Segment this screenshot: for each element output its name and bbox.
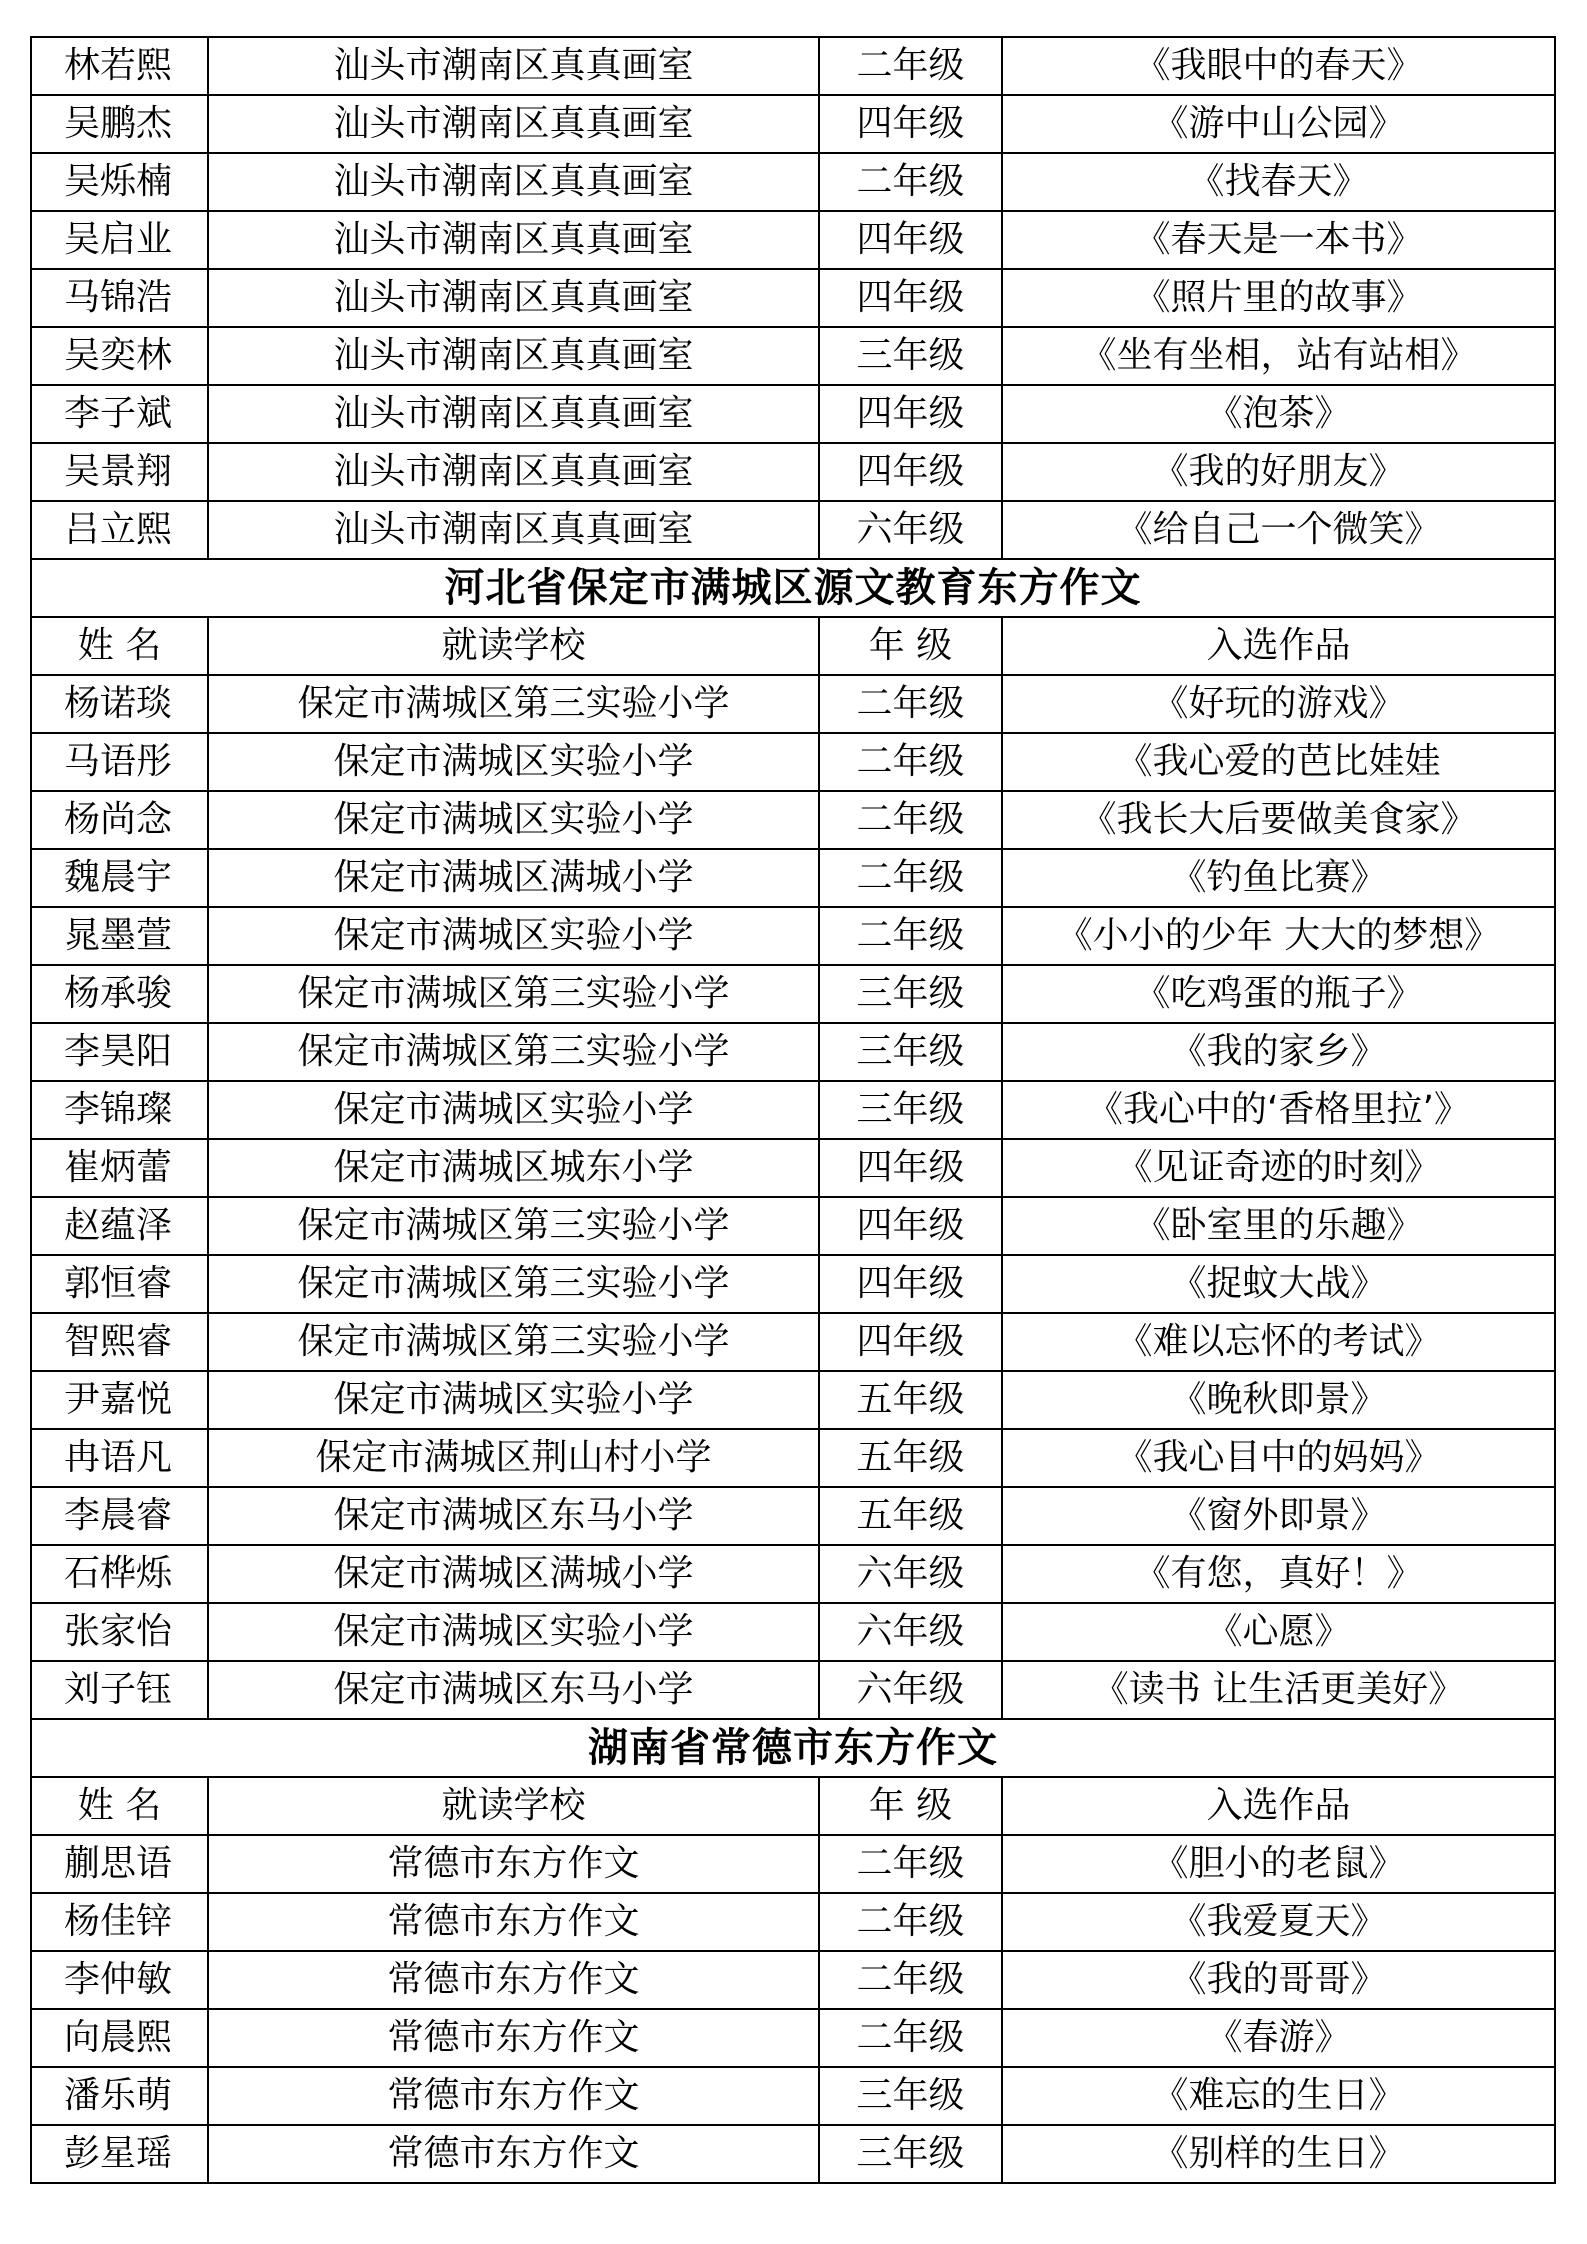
grade: 五年级 [819,1429,1002,1487]
student-name: 刘子钰 [31,1661,208,1719]
work-title: 《我心中的‘香格里拉’》 [1002,1081,1555,1139]
table-row [31,733,1555,791]
table-row [31,37,1555,95]
table-row [31,791,1555,849]
work-title: 《我的好朋友》 [1002,443,1555,501]
school-name: 保定市满城区实验小学 [208,907,819,965]
grade: 三年级 [819,327,1002,385]
column-header-school: 就读学校 [208,1777,819,1835]
work-title: 《有您，真好！》 [1002,1545,1555,1603]
student-name: 晁墨萱 [31,907,208,965]
school-name: 保定市满城区实验小学 [208,1081,819,1139]
student-name: 潘乐萌 [31,2067,208,2125]
grade: 三年级 [819,2125,1002,2183]
column-header-grade: 年 级 [819,1777,1002,1835]
school-name: 常德市东方作文 [208,2125,819,2183]
student-name: 李仲敏 [31,1951,208,2009]
table-row [31,385,1555,443]
work-title: 《卧室里的乐趣》 [1002,1197,1555,1255]
work-title: 《胆小的老鼠》 [1002,1835,1555,1893]
student-name: 李昊阳 [31,1023,208,1081]
grade: 三年级 [819,1023,1002,1081]
table-row [31,1893,1555,1951]
work-title: 《泡茶》 [1002,385,1555,443]
work-title: 《游中山公园》 [1002,95,1555,153]
table-row [31,2067,1555,2125]
table-row [31,269,1555,327]
table-row [31,1951,1555,2009]
grade: 二年级 [819,907,1002,965]
grade: 二年级 [819,37,1002,95]
grade: 五年级 [819,1487,1002,1545]
section-title-row [31,1719,1555,1777]
table-row [31,2009,1555,2067]
student-name: 李锦璨 [31,1081,208,1139]
school-name: 保定市满城区东马小学 [208,1487,819,1545]
school-name: 保定市满城区满城小学 [208,849,819,907]
grade: 三年级 [819,1081,1002,1139]
grade: 二年级 [819,1893,1002,1951]
school-name: 汕头市潮南区真真画室 [208,501,819,559]
grade: 二年级 [819,733,1002,791]
table-row [31,907,1555,965]
student-name: 马语彤 [31,733,208,791]
school-name: 汕头市潮南区真真画室 [208,211,819,269]
school-name: 保定市满城区第三实验小学 [208,1255,819,1313]
grade: 四年级 [819,95,1002,153]
work-title: 《难以忘怀的考试》 [1002,1313,1555,1371]
student-name: 智熙睿 [31,1313,208,1371]
work-title: 《找春天》 [1002,153,1555,211]
student-name: 冉语凡 [31,1429,208,1487]
grade: 四年级 [819,443,1002,501]
grade: 六年级 [819,1661,1002,1719]
school-name: 保定市满城区实验小学 [208,1371,819,1429]
school-name: 保定市满城区第三实验小学 [208,1197,819,1255]
grade: 三年级 [819,2067,1002,2125]
student-name: 赵蕴泽 [31,1197,208,1255]
school-name: 保定市满城区荆山村小学 [208,1429,819,1487]
student-name: 杨佳锌 [31,1893,208,1951]
section-title: 湖南省常德市东方作文 [31,1719,1555,1777]
award-list-table [30,36,1556,2184]
grade: 二年级 [819,153,1002,211]
table-row [31,1429,1555,1487]
student-name: 石桦烁 [31,1545,208,1603]
grade: 四年级 [819,1313,1002,1371]
work-title: 《别样的生日》 [1002,2125,1555,2183]
work-title: 《照片里的故事》 [1002,269,1555,327]
grade: 二年级 [819,1835,1002,1893]
table-row [31,1603,1555,1661]
work-title: 《小小的少年 大大的梦想》 [1002,907,1555,965]
work-title: 《我心目中的妈妈》 [1002,1429,1555,1487]
table-row [31,849,1555,907]
student-name: 吴启业 [31,211,208,269]
table-row [31,1545,1555,1603]
grade: 六年级 [819,501,1002,559]
grade: 二年级 [819,791,1002,849]
grade: 五年级 [819,1371,1002,1429]
grade: 二年级 [819,2009,1002,2067]
table-row [31,965,1555,1023]
student-name: 吴烁楠 [31,153,208,211]
work-title: 《好玩的游戏》 [1002,675,1555,733]
student-name: 李子斌 [31,385,208,443]
work-title: 《读书 让生活更美好》 [1002,1661,1555,1719]
grade: 三年级 [819,965,1002,1023]
student-name: 杨诺琰 [31,675,208,733]
grade: 四年级 [819,1255,1002,1313]
student-name: 魏晨宇 [31,849,208,907]
school-name: 保定市满城区第三实验小学 [208,1313,819,1371]
student-name: 吴鹏杰 [31,95,208,153]
table-row [31,1835,1555,1893]
grade: 六年级 [819,1545,1002,1603]
school-name: 汕头市潮南区真真画室 [208,269,819,327]
student-name: 吴景翔 [31,443,208,501]
school-name: 保定市满城区满城小学 [208,1545,819,1603]
student-name: 向晨熙 [31,2009,208,2067]
work-title: 《我的家乡》 [1002,1023,1555,1081]
table-row [31,1371,1555,1429]
school-name: 保定市满城区实验小学 [208,1603,819,1661]
student-name: 杨承骏 [31,965,208,1023]
student-name: 尹嘉悦 [31,1371,208,1429]
work-title: 《我长大后要做美食家》 [1002,791,1555,849]
work-title: 《晚秋即景》 [1002,1371,1555,1429]
student-name: 马锦浩 [31,269,208,327]
work-title: 《春天是一本书》 [1002,211,1555,269]
work-title: 《我心爱的芭比娃娃 [1002,733,1555,791]
work-title: 《窗外即景》 [1002,1487,1555,1545]
work-title: 《给自己一个微笑》 [1002,501,1555,559]
table-row [31,1197,1555,1255]
school-name: 汕头市潮南区真真画室 [208,327,819,385]
work-title: 《我眼中的春天》 [1002,37,1555,95]
grade: 二年级 [819,1951,1002,2009]
work-title: 《捉蚊大战》 [1002,1255,1555,1313]
school-name: 汕头市潮南区真真画室 [208,443,819,501]
school-name: 汕头市潮南区真真画室 [208,95,819,153]
school-name: 汕头市潮南区真真画室 [208,385,819,443]
school-name: 常德市东方作文 [208,1835,819,1893]
student-name: 崔炳蕾 [31,1139,208,1197]
school-name: 保定市满城区实验小学 [208,733,819,791]
school-name: 常德市东方作文 [208,1951,819,2009]
school-name: 汕头市潮南区真真画室 [208,37,819,95]
section-title-row [31,559,1555,617]
school-name: 常德市东方作文 [208,1893,819,1951]
column-header-name: 姓 名 [31,1777,208,1835]
column-header-work: 入选作品 [1002,1777,1555,1835]
grade: 六年级 [819,1603,1002,1661]
work-title: 《心愿》 [1002,1603,1555,1661]
grade: 四年级 [819,1197,1002,1255]
grade: 四年级 [819,211,1002,269]
student-name: 彭星瑶 [31,2125,208,2183]
school-name: 保定市满城区实验小学 [208,791,819,849]
column-header-work: 入选作品 [1002,617,1555,675]
table-body [31,37,1555,2183]
work-title: 《钓鱼比赛》 [1002,849,1555,907]
school-name: 保定市满城区第三实验小学 [208,965,819,1023]
school-name: 保定市满城区第三实验小学 [208,1023,819,1081]
work-title: 《坐有坐相，站有站相》 [1002,327,1555,385]
table-row [31,211,1555,269]
grade: 二年级 [819,849,1002,907]
table-row [31,443,1555,501]
table-row [31,1313,1555,1371]
table-row [31,1081,1555,1139]
column-header-grade: 年 级 [819,617,1002,675]
work-title: 《见证奇迹的时刻》 [1002,1139,1555,1197]
table-row [31,1255,1555,1313]
table-row [31,501,1555,559]
table-row [31,2125,1555,2183]
school-name: 保定市满城区东马小学 [208,1661,819,1719]
school-name: 汕头市潮南区真真画室 [208,153,819,211]
table-row [31,675,1555,733]
work-title: 《难忘的生日》 [1002,2067,1555,2125]
student-name: 杨尚念 [31,791,208,849]
grade: 四年级 [819,1139,1002,1197]
table-row [31,1661,1555,1719]
grade: 二年级 [819,675,1002,733]
school-name: 保定市满城区第三实验小学 [208,675,819,733]
column-header-name: 姓 名 [31,617,208,675]
section-title: 河北省保定市满城区源文教育东方作文 [31,559,1555,617]
table-row [31,95,1555,153]
school-name: 常德市东方作文 [208,2009,819,2067]
table-row [31,1487,1555,1545]
student-name: 张家怡 [31,1603,208,1661]
column-header-school: 就读学校 [208,617,819,675]
grade: 四年级 [819,269,1002,327]
student-name: 林若熙 [31,37,208,95]
student-name: 吕立熙 [31,501,208,559]
student-name: 郭恒睿 [31,1255,208,1313]
school-name: 常德市东方作文 [208,2067,819,2125]
student-name: 李晨睿 [31,1487,208,1545]
grade: 四年级 [819,385,1002,443]
header-row [31,617,1555,675]
header-row [31,1777,1555,1835]
table-row [31,153,1555,211]
work-title: 《春游》 [1002,2009,1555,2067]
work-title: 《吃鸡蛋的瓶子》 [1002,965,1555,1023]
student-name: 蒯思语 [31,1835,208,1893]
work-title: 《我爱夏天》 [1002,1893,1555,1951]
table-row [31,1023,1555,1081]
student-name: 吴奕林 [31,327,208,385]
work-title: 《我的哥哥》 [1002,1951,1555,2009]
table-row [31,1139,1555,1197]
table-row [31,327,1555,385]
school-name: 保定市满城区城东小学 [208,1139,819,1197]
